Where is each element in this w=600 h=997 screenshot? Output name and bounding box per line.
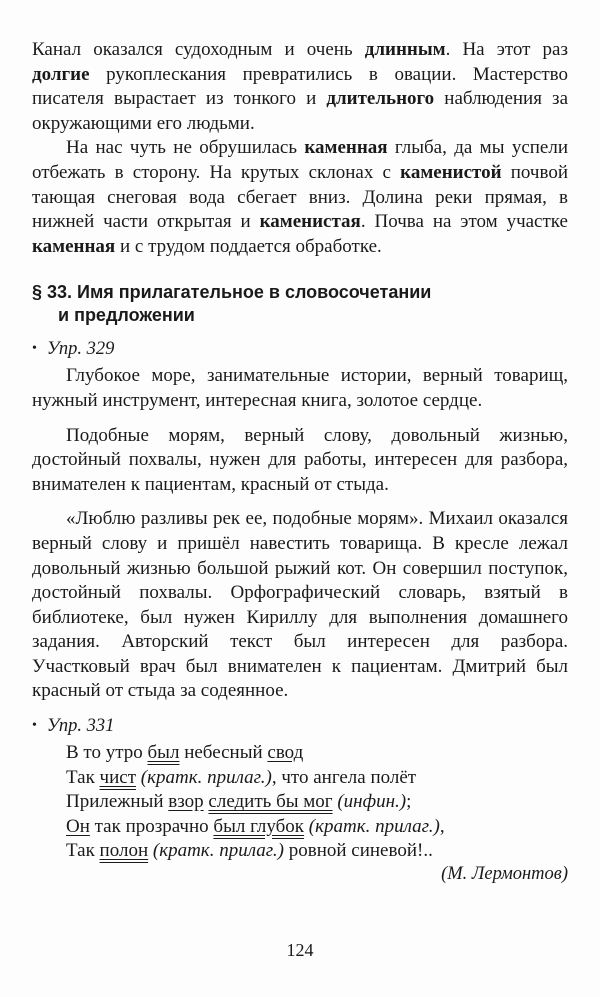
section-heading <box>32 281 568 327</box>
bullet-icon: • <box>32 341 37 357</box>
poem-line-2: Так чист (кратк. прилаг.), что ангела полёт <box>66 766 417 788</box>
bold-word: каменная <box>304 137 388 159</box>
exercise-329-paragraph-2: Подобные морям, верный слову, довольный жизнью, достойный похвалы, нужен для работы, интересен для разбора, внимателен к пациентам, красный от стыда. <box>32 424 568 495</box>
poem-line-5: Так полон (кратк. прилаг.) ровной синевой!.. <box>66 840 433 862</box>
exercise-331-label: • Упр. 331 <box>32 716 115 737</box>
exercise-329-paragraph-3: «Люблю разливы рек ее, подобные морям». Михаил оказался верный слову и пришёл навестить товарища. В кресле лежал довольный жизнью большой рыжий кот. Он совершил поступок, достойный похвалы. Орфографический словарь, взятый в библиотеке, был нужен Кириллу для выполнения домашнего задания. Авторский текст был интересен для разбора. Участковый врач был внимателен к пациентам. Дмитрий был красный от стыда за содеянное. <box>32 508 568 702</box>
exercise-329-label: • Упр. 329 <box>32 339 115 360</box>
paragraph-2: На нас чуть не обрушилась каменная глыба, да мы успели отбежать в сторону. На крутых склонах с каменистой почвой тающая снеговая вода сбегает вниз. Долина реки прямая, в нижней части открытая и каменистая. Почва на этом участке каменная и с трудом поддается обработке. <box>32 137 568 257</box>
paragraph-1: Канал оказался судоходным и очень длинным. На этот раз долгие рукоплескания превратились в овации. Мастерство писателя вырастает из тонкого и длительного наблюдения за окружающими его людьми. <box>32 39 568 134</box>
poem-line-1: В то утро был небесный свод <box>66 742 304 764</box>
poem-author: (М. Лермонтов) <box>441 864 568 885</box>
bold-word: долгие <box>32 63 90 85</box>
bullet-icon: • <box>32 718 37 734</box>
poem <box>32 741 568 864</box>
page-content <box>32 38 568 885</box>
bold-word: каменистая <box>259 211 361 233</box>
bold-word: длительного <box>326 88 435 110</box>
poem-line-4: Он так прозрачно был глубок (кратк. прилаг.), <box>66 815 445 837</box>
bold-word: каменистой <box>400 161 502 183</box>
poem-line-3: Прилежный взор следить бы мог (инфин.); <box>66 791 412 813</box>
section-heading-line2: и предложении <box>58 305 195 326</box>
section-heading-line1: § 33. Имя прилагательное в словосочетании <box>32 282 432 303</box>
page-number: 124 <box>286 940 314 960</box>
exercise-329-paragraph-1: Глубокое море, занимательные истории, верный товарищ, нужный инструмент, интересная книга, золотое сердце. <box>32 365 568 411</box>
bold-word: длинным <box>364 39 446 60</box>
bold-word: каменная <box>32 235 116 257</box>
